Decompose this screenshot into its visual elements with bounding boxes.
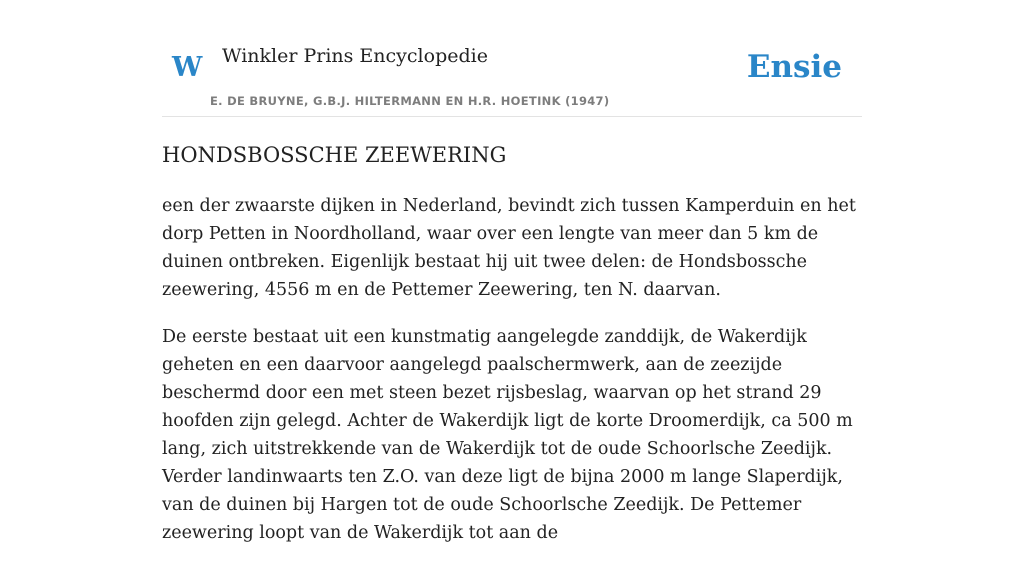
logo-icon[interactable]: W	[172, 52, 203, 83]
entry-paragraph: De eerste bestaat uit een kunstmatig aangelegde zanddijk, de Wakerdijk geheten en een daarvoor aangelegd paalschermwerk, aan de zeezijde beschermd door een met steen bezet rijsbeslag, waarvan op het strand 29 hoofden zijn gelegd. Achter de Wakerdijk ligt de korte Droomerdijk, ca 500 m lang, zich uitstrekkende van de Wakerdijk tot de oude Schoorlsche Zeedijk. Verder landinwaarts ten Z.O. van deze ligt de bijna 2000 m lange Slaperdijk, van de duinen bij Hargen tot de oude Schoorlsche Zeedijk. De Pettemer zeewering loopt van de Wakerdijk tot aan de	[162, 327, 853, 543]
entry-paragraph: een der zwaarste dijken in Nederland, bevindt zich tussen Kamperduin en het dorp Petten in Noordholland, waar over een lengte van meer dan 5 km de duinen ontbreken. Eigenlijk bestaat hij uit twee delen: de Hondsbossche zeewering, 4556 m en de Pettemer Zeewering, ten N. daarvan.	[162, 196, 856, 300]
authors-line: E. DE BRUYNE, G.B.J. HILTERMANN EN H.R. HOETINK (1947)	[210, 94, 610, 108]
entry-title: HONDSBOSSCHE ZEEWERING	[162, 143, 507, 167]
brand-logo[interactable]: Ensie	[746, 49, 842, 85]
site-header	[162, 0, 862, 117]
entry-content	[162, 141, 867, 566]
site-title[interactable]: Winkler Prins Encyclopedie	[222, 45, 488, 67]
